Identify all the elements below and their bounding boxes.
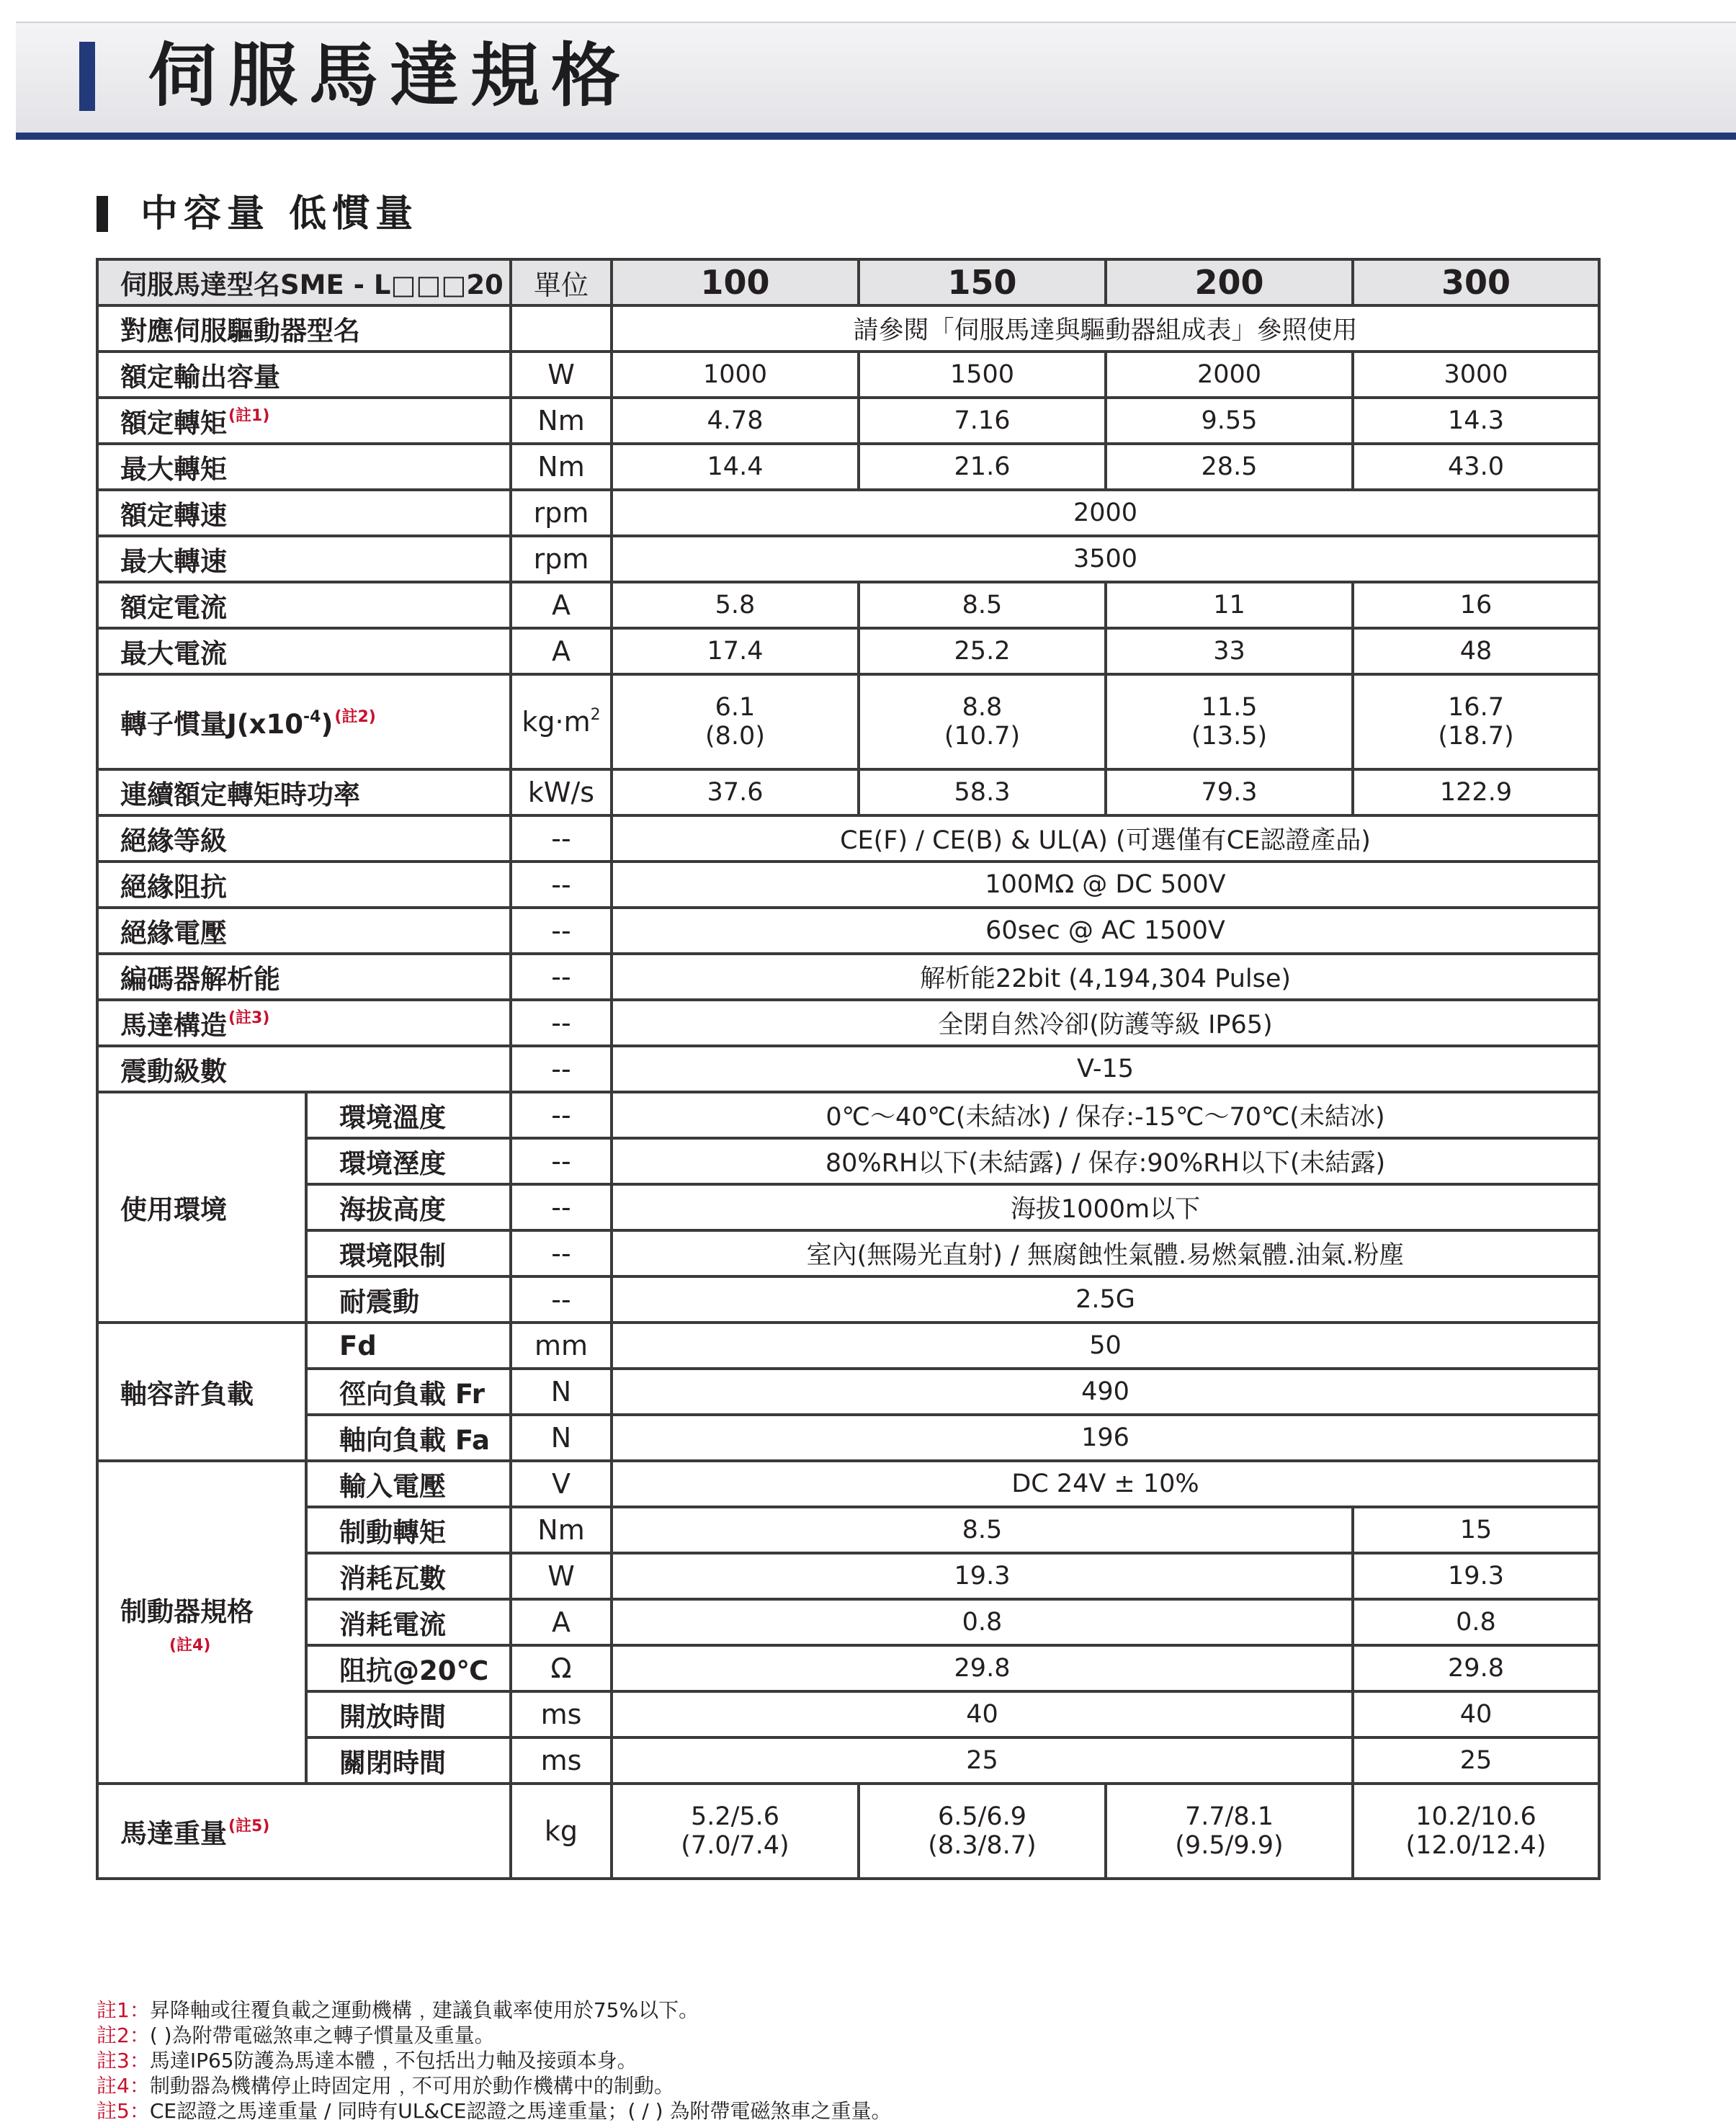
unit-cell: kg: [511, 1784, 612, 1879]
value-cell: 9.55: [1106, 398, 1353, 444]
footnote-text: 馬達IP65防護為馬達本體﹐不包括出力軸及接頭本身。: [149, 2049, 637, 2072]
model-name-header: 伺服馬達型名SME - L□□□20: [97, 259, 511, 305]
table-row: [97, 862, 1599, 908]
value-cell: 7.16: [859, 398, 1106, 444]
exponent: -4: [303, 708, 321, 726]
row-label: 額定輸出容量: [97, 352, 511, 398]
section-marker: [97, 196, 108, 232]
unit-cell: [511, 674, 612, 769]
value-cell: 19.3: [1353, 1553, 1599, 1599]
group-shaft-load: 軸容許負載: [97, 1323, 306, 1461]
table-row: [97, 490, 1599, 536]
table-row: [97, 1784, 1599, 1879]
unit-cell: N: [511, 1369, 612, 1415]
unit-cell: mm: [511, 1323, 612, 1369]
value-cell: 14.4: [612, 444, 859, 490]
row-label: 額定轉速: [97, 490, 511, 536]
unit-cell: --: [511, 1138, 612, 1184]
footnote: [97, 2023, 1609, 2048]
row-label: 額定電流: [97, 582, 511, 628]
value-cell: 48: [1353, 628, 1599, 674]
value-cell: 122.9: [1353, 769, 1599, 815]
table-row: [97, 352, 1599, 398]
value-cell: 80%RH以下(未結露) / 保存:90%RH以下(未結露): [612, 1138, 1599, 1184]
note-marker: (註2): [334, 708, 376, 726]
sub-label: 消耗電流: [306, 1599, 511, 1645]
value-cell: 2000: [612, 490, 1599, 536]
value: 11.5: [1201, 693, 1258, 722]
value-cell: 3500: [612, 536, 1599, 582]
value-cell: [859, 674, 1106, 769]
unit-header: 單位: [511, 259, 612, 305]
value-with-brake: (13.5): [1191, 722, 1268, 751]
value-cell: 8.5: [612, 1507, 1353, 1553]
table-row: [97, 1645, 1599, 1691]
footnote: [97, 1998, 1609, 2023]
row-label: 馬達構造: [120, 1010, 227, 1041]
note-marker: (註3): [228, 1009, 270, 1027]
table-row: [97, 769, 1599, 815]
value-cell: 1000: [612, 352, 859, 398]
value-with-brake: (12.0/12.4): [1405, 1831, 1547, 1860]
value-cell: 11: [1106, 582, 1353, 628]
table-row: [97, 628, 1599, 674]
unit-cell: Ω: [511, 1645, 612, 1691]
value-cell: 21.6: [859, 444, 1106, 490]
value-cell: 43.0: [1353, 444, 1599, 490]
row-label: 對應伺服驅動器型名: [97, 305, 511, 352]
value-cell: 0.8: [1353, 1599, 1599, 1645]
value-with-brake: (10.7): [944, 722, 1021, 751]
unit-cell: ms: [511, 1691, 612, 1737]
value-cell: 2000: [1106, 352, 1353, 398]
table-row: [97, 1000, 1599, 1046]
table-row: [97, 305, 1599, 352]
unit-cell: [511, 305, 612, 352]
value-cell: 28.5: [1106, 444, 1353, 490]
table-row: [97, 674, 1599, 769]
table-row: [97, 815, 1599, 862]
table-row: [97, 1461, 1599, 1507]
value-cell: 29.8: [1353, 1645, 1599, 1691]
value-with-brake: (8.3/8.7): [928, 1831, 1037, 1860]
sub-label: 制動轉矩: [306, 1507, 511, 1553]
footnote-text: 制動器為機構停止時固定用﹐不可用於動作機構中的制動。: [149, 2074, 674, 2098]
unit-cell: --: [511, 1184, 612, 1230]
sub-label: 消耗瓦數: [306, 1553, 511, 1599]
row-label: 最大電流: [97, 628, 511, 674]
unit-cell: A: [511, 628, 612, 674]
sub-label: 阻抗@20℃: [306, 1645, 511, 1691]
spec-table: [96, 258, 1601, 1880]
value-cell: [1353, 1784, 1599, 1879]
row-label-cell: [97, 398, 511, 444]
table-row: [97, 1230, 1599, 1276]
table-row: [97, 536, 1599, 582]
unit-cell: --: [511, 1000, 612, 1046]
value-with-brake: (7.0/7.4): [681, 1831, 789, 1860]
value-cell: 25: [1353, 1737, 1599, 1784]
value-cell: 40: [1353, 1691, 1599, 1737]
sub-label: 徑向負載 Fr: [306, 1369, 511, 1415]
row-label-cell: [97, 674, 511, 769]
unit-text: kg·m: [522, 706, 591, 738]
unit-cell: --: [511, 815, 612, 862]
table-row: [97, 1553, 1599, 1599]
value-cell: 33: [1106, 628, 1353, 674]
title-accent-bar: [79, 42, 95, 111]
unit-cell: V: [511, 1461, 612, 1507]
value-cell: [1106, 1784, 1353, 1879]
sub-label: 環境溫度: [306, 1092, 511, 1138]
value: 10.2/10.6: [1415, 1802, 1536, 1831]
value-cell: 解析能22bit (4,194,304 Pulse): [612, 954, 1599, 1000]
unit-cell: A: [511, 582, 612, 628]
value-cell: 79.3: [1106, 769, 1353, 815]
unit-cell: --: [511, 1276, 612, 1323]
row-label: 最大轉速: [97, 536, 511, 582]
note-marker: (註1): [228, 407, 270, 425]
title-underline: [16, 133, 1736, 140]
table-row: [97, 398, 1599, 444]
note-marker: (註4): [169, 1636, 211, 1655]
footnote: [97, 2048, 1609, 2073]
value-cell: CE(F) / CE(B) & UL(A) (可選僅有CE認證產品): [612, 815, 1599, 862]
value-cell: 60sec @ AC 1500V: [612, 908, 1599, 954]
footnote-id: 註2：: [97, 2023, 150, 2047]
footnote-id: 註1：: [97, 1998, 150, 2022]
value-cell: 14.3: [1353, 398, 1599, 444]
unit-cell: N: [511, 1415, 612, 1461]
table-row: [97, 1691, 1599, 1737]
sub-label: 耐震動: [306, 1276, 511, 1323]
value-cell: 16: [1353, 582, 1599, 628]
table-row: [97, 1276, 1599, 1323]
value-cell: DC 24V ± 10%: [612, 1461, 1599, 1507]
unit-cell: A: [511, 1599, 612, 1645]
value-cell: 25.2: [859, 628, 1106, 674]
footnote: [97, 2073, 1609, 2098]
table-row: [97, 1323, 1599, 1369]
value-cell: V-15: [612, 1046, 1599, 1092]
model-100: 100: [612, 259, 859, 305]
sub-label: 開放時間: [306, 1691, 511, 1737]
unit-cell: Nm: [511, 398, 612, 444]
footnote: [97, 2098, 1609, 2124]
row-label-cell: [97, 1000, 511, 1046]
value: 16.7: [1448, 693, 1504, 722]
unit-cell: --: [511, 1230, 612, 1276]
value-cell: 全閉自然冷卻(防護等級 IP65): [612, 1000, 1599, 1046]
table-row: [97, 1737, 1599, 1784]
sub-label: 海拔高度: [306, 1184, 511, 1230]
unit-cell: Nm: [511, 444, 612, 490]
drive-reference: 請參閱「伺服馬達與驅動器組成表」參照使用: [612, 305, 1599, 352]
note-marker: (註5): [228, 1817, 270, 1835]
table-row: [97, 1046, 1599, 1092]
table-row: [97, 908, 1599, 954]
value-cell: 37.6: [612, 769, 859, 815]
value-cell: 2.5G: [612, 1276, 1599, 1323]
sub-label: 環境限制: [306, 1230, 511, 1276]
value-cell: 50: [612, 1323, 1599, 1369]
row-label-cell: [97, 1784, 511, 1879]
table-row: [97, 582, 1599, 628]
value-with-brake: (18.7): [1438, 722, 1514, 751]
unit-cell: --: [511, 1046, 612, 1092]
unit-cell: Nm: [511, 1507, 612, 1553]
unit-cell: W: [511, 1553, 612, 1599]
value-cell: 15: [1353, 1507, 1599, 1553]
sub-label: 關閉時間: [306, 1737, 511, 1784]
section-title: 中容量 低慣量: [140, 192, 419, 236]
row-label: 震動級數: [97, 1046, 511, 1092]
value-cell: 25: [612, 1737, 1353, 1784]
table-row: [97, 1415, 1599, 1461]
value-cell: 17.4: [612, 628, 859, 674]
unit-exponent: 2: [590, 706, 601, 724]
table-row: [97, 1184, 1599, 1230]
value-cell: 室內(無陽光直射) / 無腐蝕性氣體.易燃氣體.油氣.粉塵: [612, 1230, 1599, 1276]
sub-label: 軸向負載 Fa: [306, 1415, 511, 1461]
value-cell: [1106, 674, 1353, 769]
row-label: 轉子慣量J(x10: [120, 709, 304, 740]
value-cell: 58.3: [859, 769, 1106, 815]
value-with-brake: (8.0): [705, 722, 765, 751]
table-header-row: [97, 259, 1599, 305]
table-row: [97, 1369, 1599, 1415]
footnote-id: 註4：: [97, 2074, 150, 2098]
model-200: 200: [1106, 259, 1353, 305]
unit-cell: ms: [511, 1737, 612, 1784]
group-brake: [97, 1461, 306, 1784]
row-label: 連續額定轉矩時功率: [97, 769, 511, 815]
value-cell: [859, 1784, 1106, 1879]
unit-cell: kW/s: [511, 769, 612, 815]
value-cell: 0.8: [612, 1599, 1353, 1645]
table-row: [97, 444, 1599, 490]
value-cell: 海拔1000m以下: [612, 1184, 1599, 1230]
row-label: 額定轉矩: [120, 408, 227, 439]
value-cell: 490: [612, 1369, 1599, 1415]
unit-cell: --: [511, 1092, 612, 1138]
unit-cell: W: [511, 352, 612, 398]
table-row: [97, 1138, 1599, 1184]
page-title: 伺服馬達規格: [148, 35, 632, 116]
row-label-end: ): [321, 709, 334, 740]
footnote-id: 註5：: [97, 2099, 150, 2123]
value: 5.2/5.6: [690, 1802, 780, 1831]
value-cell: 1500: [859, 352, 1106, 398]
footnote-text: 昇降軸或往覆負載之運動機構﹐建議負載率使用於75%以下。: [149, 1998, 699, 2022]
unit-cell: --: [511, 954, 612, 1000]
table-row: [97, 954, 1599, 1000]
value-cell: [1353, 674, 1599, 769]
footnote-text: CE認證之馬達重量 / 同時有UL&CE認證之馬達重量；( / ) 為附帶電磁煞車之重量。: [149, 2099, 892, 2123]
value-cell: 4.78: [612, 398, 859, 444]
table-row: [97, 1507, 1599, 1553]
group-brake-label: 制動器規格: [120, 1596, 254, 1627]
value: 6.5/6.9: [937, 1802, 1027, 1831]
footnote-id: 註3：: [97, 2049, 150, 2072]
unit-cell: rpm: [511, 536, 612, 582]
model-300: 300: [1353, 259, 1599, 305]
value-cell: 3000: [1353, 352, 1599, 398]
sub-label: Fd: [306, 1323, 511, 1369]
model-150: 150: [859, 259, 1106, 305]
row-label: 絕緣阻抗: [97, 862, 511, 908]
row-label: 編碼器解析能: [97, 954, 511, 1000]
value-cell: 29.8: [612, 1645, 1353, 1691]
unit-cell: --: [511, 908, 612, 954]
row-label: 絕緣等級: [97, 815, 511, 862]
value-cell: 19.3: [612, 1553, 1353, 1599]
value: 6.1: [715, 693, 756, 722]
table-row: [97, 1599, 1599, 1645]
row-label: 馬達重量: [120, 1818, 227, 1849]
row-label: 最大轉矩: [97, 444, 511, 490]
value-cell: 100MΩ @ DC 500V: [612, 862, 1599, 908]
group-environment: 使用環境: [97, 1092, 306, 1323]
row-label: 絕緣電壓: [97, 908, 511, 954]
unit-cell: rpm: [511, 490, 612, 536]
value-cell: 8.5: [859, 582, 1106, 628]
value-cell: [612, 1784, 859, 1879]
sub-label: 輸入電壓: [306, 1461, 511, 1507]
value-cell: 196: [612, 1415, 1599, 1461]
unit-cell: --: [511, 862, 612, 908]
value-with-brake: (9.5/9.9): [1175, 1831, 1284, 1860]
value-cell: 40: [612, 1691, 1353, 1737]
footnotes: [97, 1998, 1609, 2124]
value: 7.7/8.1: [1184, 1802, 1274, 1831]
value: 8.8: [962, 693, 1003, 722]
value-cell: 5.8: [612, 582, 859, 628]
value-cell: [612, 674, 859, 769]
table-row: [97, 1092, 1599, 1138]
sub-label: 環境溼度: [306, 1138, 511, 1184]
value-cell: 0℃～40℃(未結冰) / 保存:-15℃～70℃(未結冰): [612, 1092, 1599, 1138]
footnote-text: ( )為附帶電磁煞車之轉子慣量及重量。: [149, 2023, 495, 2047]
